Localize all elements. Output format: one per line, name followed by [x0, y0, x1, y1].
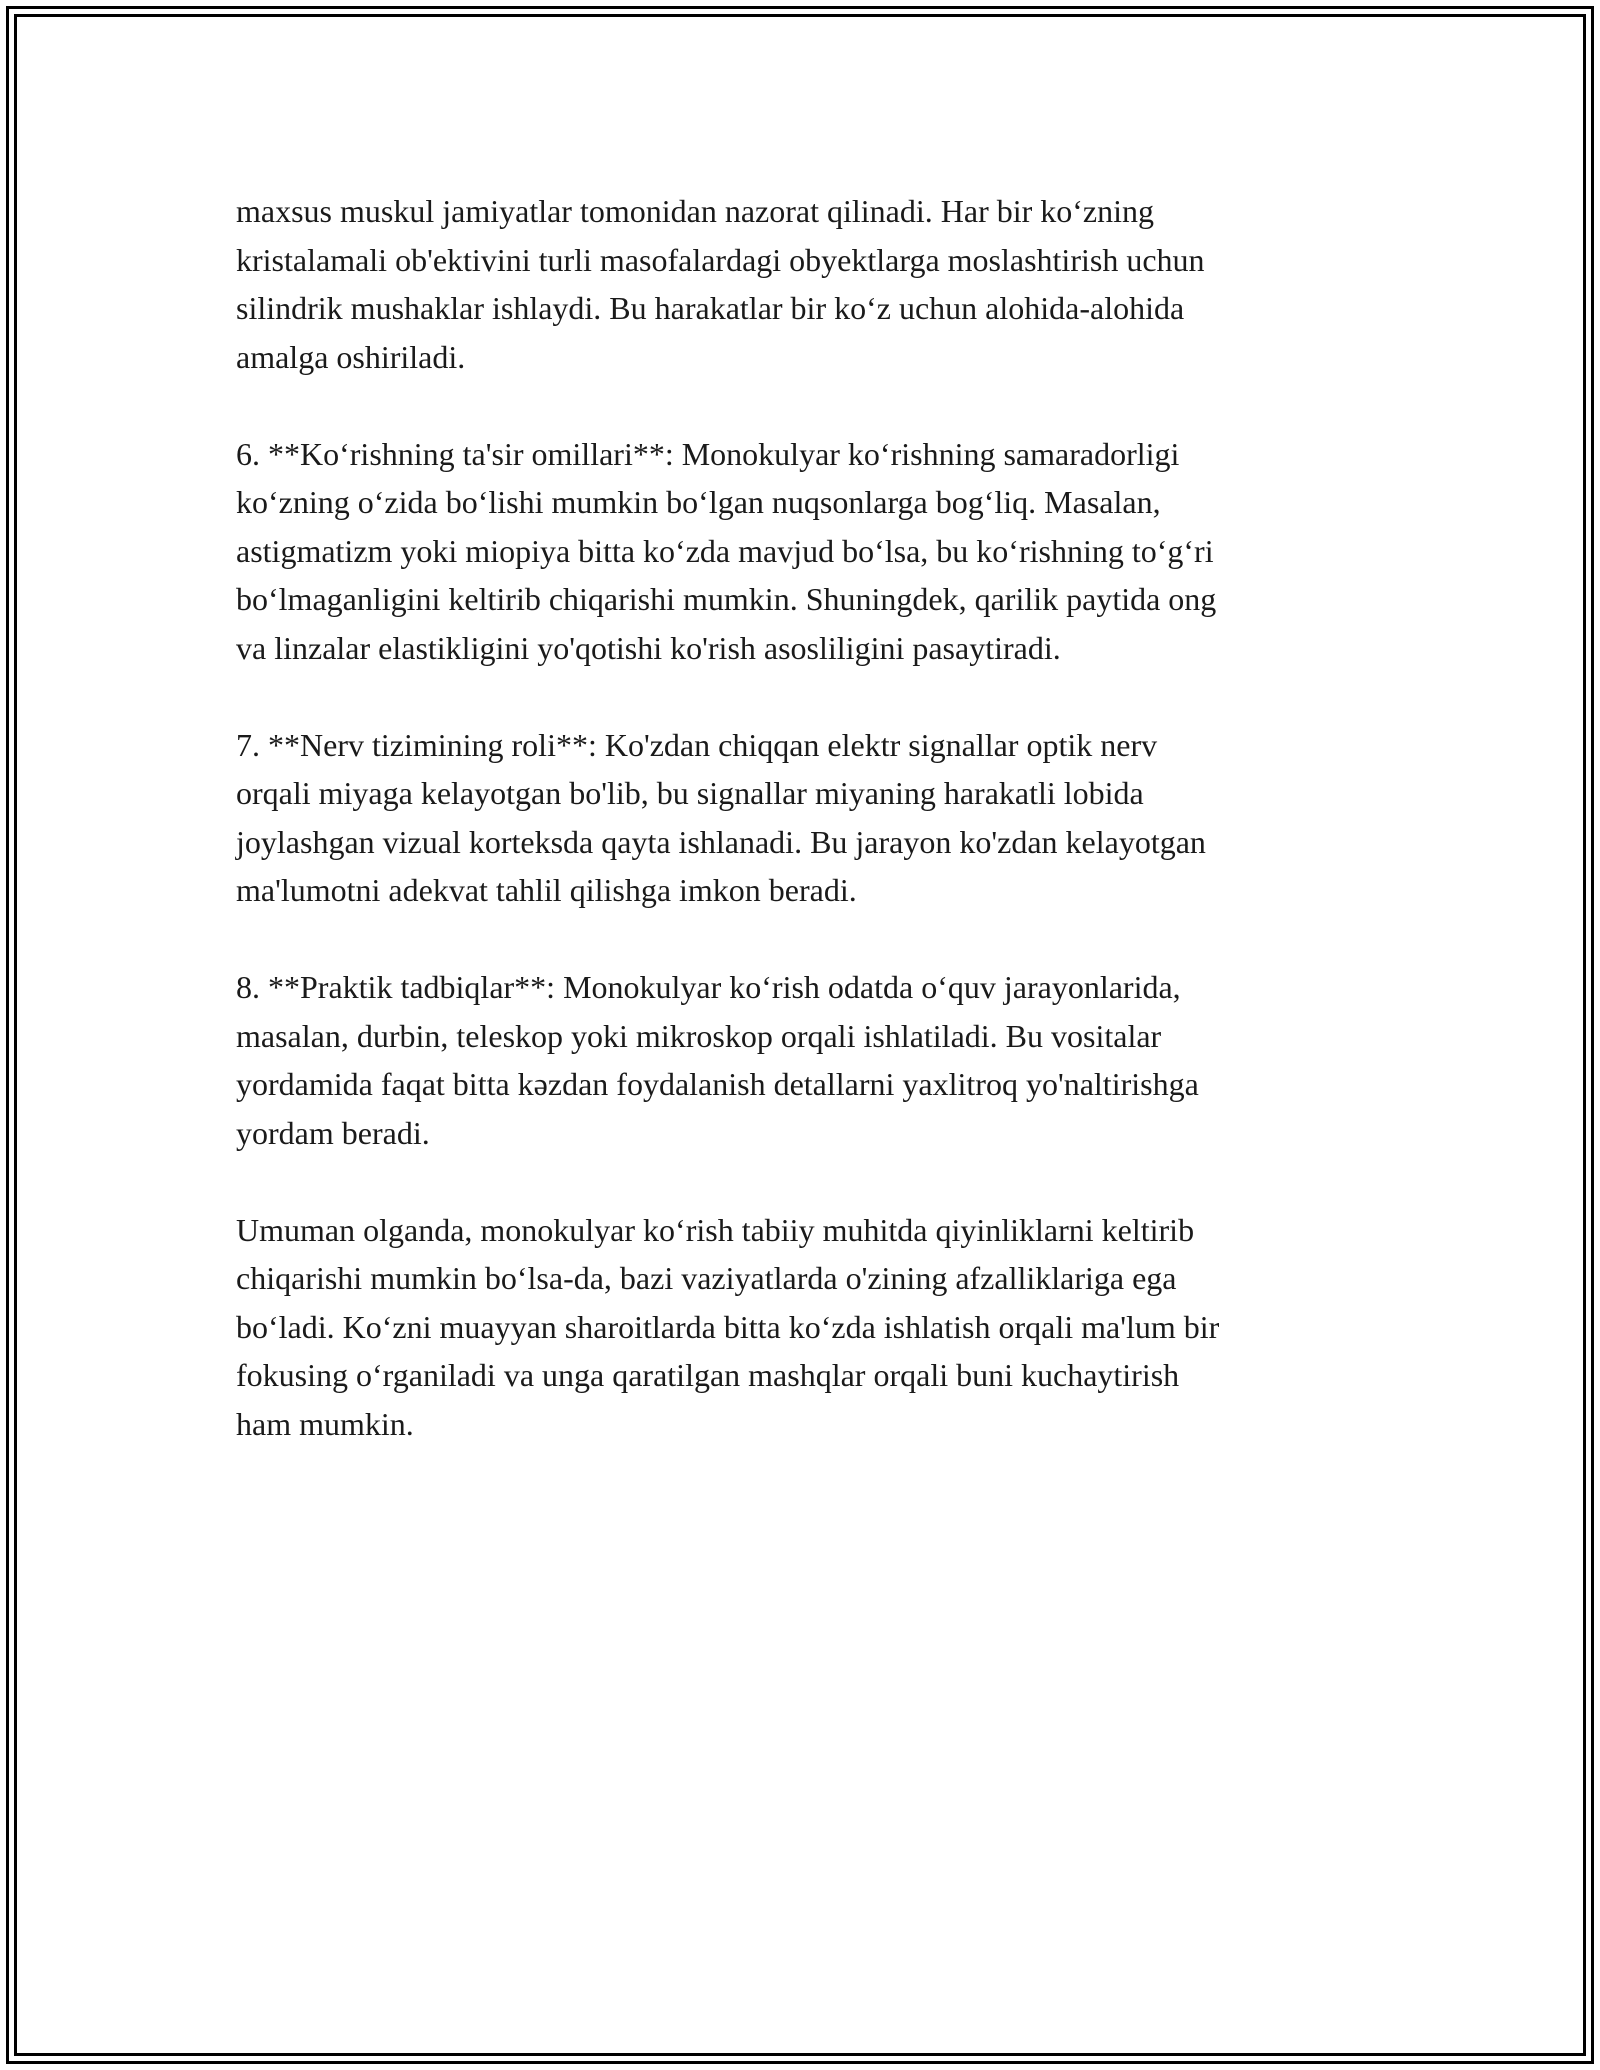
- paragraph-nervous-system: 7. **Nerv tizimining roli**: Ko'zdan chiqqan elektr signallar optik nerv orqali miyaga kelayotgan bo'lib, bu signallar miyaning harakatli lobida joylashgan vizual korteksda qayta ishlanadi. Bu jarayon ko'zdan kelayotgan ma'lumotni adekvat tahlil qilishga imkon beradi.: [236, 726, 1206, 908]
- paragraph-conclusion: Umuman olganda, monokulyar ko‘rish tabiiy muhitda qiyinliklarni keltirib chiqarishi mumkin bo‘lsa-da, bazi vaziyatlarda o'zining afzalliklariga ega bo‘ladi. Ko‘zni muayyan sharoitlarda bitta ko‘zda ishlatish orqali ma'lum bir fokusing o‘rganiladi va unga qaratilgan mashqlar orqali buni kuchaytirish ham mumkin.: [236, 1211, 1220, 1442]
- document-body: [236, 187, 1386, 1497]
- paragraph-muscles: maxsus muskul jamiyatlar tomonidan nazorat qilinadi. Har bir ko‘zning kristalamali ob'ektivini turli masofalardagi obyektlarga moslashtirish uchun silindrik mushaklar ishlaydi. Bu harakatlar bir ko‘z uchun alohida-alohida amalga oshiriladi.: [236, 193, 1205, 375]
- paragraph-vision-factors: 6. **Ko‘rishning ta'sir omillari**: Monokulyar ko‘rishning samaradorligi ko‘zning o‘zida bo‘lishi mumkin bo‘lgan nuqsonlarga bog‘liq. Masalan, astigmatizm yoki miopiya bitta ko‘zda mavjud bo‘lsa, bu ko‘rishning to‘g‘ri bo‘lmaganligini keltirib chiqarishi mumkin. Shuningdek, qarilik paytida ong va linzalar elastikligini yo'qotishi ko'rish asosliligini pasaytiradi.: [236, 435, 1217, 666]
- paragraph-practical-uses: 8. **Praktik tadbiqlar**: Monokulyar ko‘rish odatda o‘quv jarayonlarida, masalan, durbin, teleskop yoki mikroskop orqali ishlatiladi. Bu vositalar yordamida faqat bitta kəzdan foydalanish detallarni yaxlitroq yo'naltirishga yordam beradi.: [236, 969, 1199, 1151]
